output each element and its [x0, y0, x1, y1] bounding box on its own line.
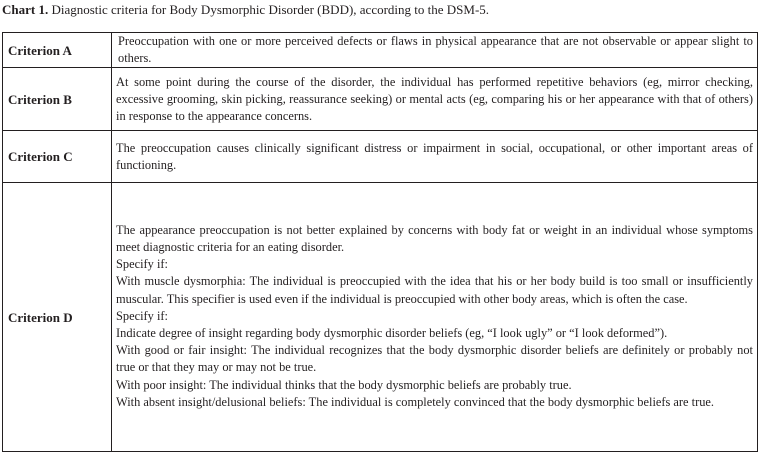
criteria-table	[2, 32, 758, 452]
criterion-name: Criterion C	[3, 131, 112, 183]
criterion-description	[112, 33, 758, 68]
criterion-name: Criterion A	[3, 33, 112, 68]
criterion-description	[112, 131, 758, 183]
description-line: The preoccupation causes clinically significant distress or impairment in social, occupational, or other important areas of functioning.	[116, 140, 753, 172]
caption-text: Diagnostic criteria for Body Dysmorphic Disorder (BDD), according to the DSM-5.	[51, 2, 490, 17]
description-line: Specify if:	[116, 257, 168, 272]
description-line: With poor insight: The individual thinks that the body dysmorphic beliefs are probably true.	[116, 377, 572, 392]
description-line: Indicate degree of insight regarding body dysmorphic disorder beliefs (eg, “I look ugly” or “I look deformed”).	[116, 326, 668, 340]
description-line: Preoccupation with one or more perceived defects or flaws in physical appearance that are not observable or appear slight to others.	[118, 34, 753, 66]
table-row	[3, 131, 758, 183]
description-line: With muscle dysmorphia: The individual is preoccupied with the idea that his or her body build is too small or insufficiently muscular. This specifier is used even if the individual is preoccupied with other body areas, which is often the case.	[116, 274, 753, 306]
table-row	[3, 68, 758, 131]
caption-label: Chart 1.	[2, 2, 49, 17]
description-line: At some point during the course of the disorder, the individual has performed repetitive behaviors (eg, mirror checking, excessive grooming, skin picking, reassurance seeking) or mental acts (eg, comparing his or her appearance with that of others) in response to the appearance concerns.	[116, 74, 753, 123]
description-line: With good or fair insight: The individual recognizes that the body dysmorphic disorder beliefs are definitely or probably not true or that they may or may not be true.	[116, 343, 753, 375]
table-row	[3, 33, 758, 68]
description-line: Specify if:	[116, 308, 168, 323]
criterion-name: Criterion B	[3, 68, 112, 131]
table-row	[3, 183, 758, 452]
description-line: With absent insight/delusional beliefs: The individual is completely convinced that the body dysmorphic beliefs are true.	[116, 394, 715, 409]
criterion-description	[112, 183, 758, 452]
criterion-description	[112, 68, 758, 131]
table-caption	[2, 2, 489, 18]
description-block	[116, 210, 753, 425]
description-line: The appearance preoccupation is not better explained by concerns with body fat or weight in an individual whose symptoms meet diagnostic criteria for an eating disorder.	[116, 222, 753, 254]
criterion-name: Criterion D	[3, 183, 112, 452]
